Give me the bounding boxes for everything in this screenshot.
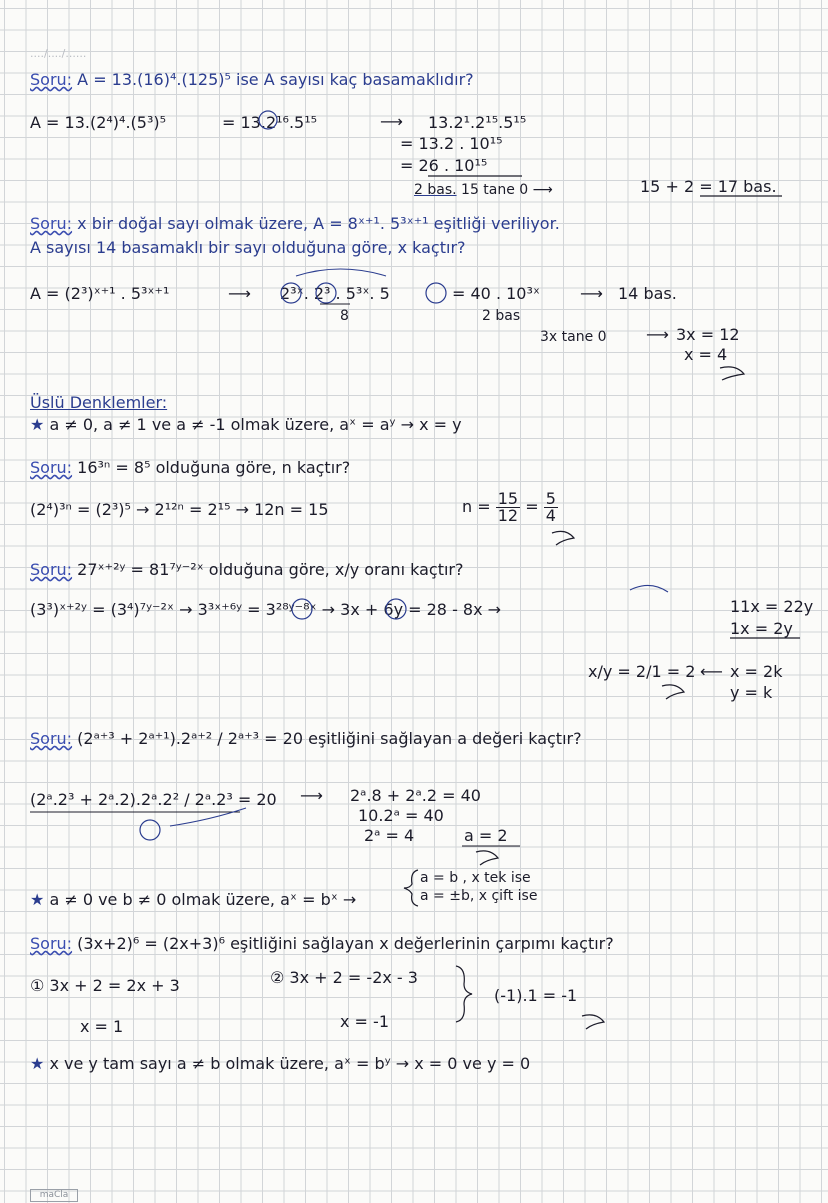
section2-case1: a = b , x tek ise: [420, 870, 531, 886]
q2-step1: A = (2³)ˣ⁺¹ . 5³ˣ⁺¹: [30, 284, 170, 303]
q6-x1: x = 1: [80, 1017, 124, 1036]
section3-rule: [30, 1054, 530, 1074]
q1-note-arrow-icon: ⟶: [532, 182, 553, 198]
notebook-logo: maCla: [30, 1189, 78, 1202]
q5-s1: 2ᵃ.8 + 2ᵃ.2 = 40: [350, 786, 481, 805]
q3-frac-den: 12: [497, 506, 519, 525]
q2-eq: 3x = 12: [676, 325, 740, 344]
q1-note-bas: 2 bas.: [414, 182, 457, 198]
q6-prod: (-1).1 = -1: [494, 986, 578, 1005]
q3-frac-num: 15: [497, 489, 519, 508]
q2-step2: 2³ˣ. 2³ . 5³ˣ. 5: [280, 284, 390, 303]
q4-r2: 1x = 2y: [730, 619, 793, 638]
q1-result: 15 + 2 = 17 bas.: [640, 177, 777, 196]
q2-note-bas: 14 bas.: [618, 284, 677, 303]
q4-label: Soru:: [30, 560, 73, 579]
section3-rule-text: x ve y tam sayı a ≠ b olmak üzere, aˣ = bʸ → x = 0 ve y = 0: [49, 1054, 531, 1073]
q5-arrow-icon: ⟶: [300, 786, 323, 805]
q1-label: Soru:: [30, 70, 73, 89]
q4-arrow-icon: ⟵: [700, 662, 723, 681]
q5-question-text: (2ᵃ⁺³ + 2ᵃ⁺¹).2ᵃ⁺² / 2ᵃ⁺³ = 20 eşitliğini sağlayan a değeri kaçtır?: [77, 729, 582, 748]
q2-question-text1: x bir doğal sayı olmak üzere, A = 8ˣ⁺¹. 5³ˣ⁺¹ eşitliği veriliyor.: [77, 214, 560, 233]
section2-case2: a = ±b, x çift ise: [420, 888, 538, 904]
q2-ans: x = 4: [684, 345, 728, 364]
q3-ans-num: 5: [545, 489, 556, 508]
q5-s2: 10.2ᵃ = 40: [358, 806, 444, 825]
q4-sub2: y = k: [730, 683, 773, 702]
q5-label: Soru:: [30, 729, 73, 748]
q3-step1: (2⁴)³ⁿ = (2³)⁵ → 2¹²ⁿ = 2¹⁵ → 12n = 15: [30, 500, 329, 519]
q6-question-text: (3x+2)⁶ = (2x+3)⁶ eşitliğini sağlayan x değerlerinin çarpımı kaçtır?: [77, 934, 614, 953]
star-icon: ★: [30, 415, 45, 434]
q3-label: Soru:: [30, 458, 73, 477]
q5-lhs: (2ᵃ.2³ + 2ᵃ.2).2ᵃ.2² / 2ᵃ.2³ = 20: [30, 790, 277, 809]
q2-step3: = 40 . 10³ˣ: [452, 284, 540, 303]
q1-step2: 13.2¹.2¹⁵.5¹⁵: [428, 113, 527, 132]
q2-under8: 8: [340, 308, 349, 324]
q3-ans-den: 4: [545, 506, 556, 525]
q1-step1: A = 13.(2⁴)⁴.(5³)⁵: [30, 113, 167, 132]
q2-zeros: 3x tane 0: [540, 329, 607, 345]
q1-question-text: A = 13.(16)⁴.(125)⁵ ise A sayısı kaç basamaklıdır?: [77, 70, 474, 89]
q4-sub1: x = 2k: [730, 662, 783, 681]
q6-c2: ② 3x + 2 = -2x - 3: [270, 968, 418, 987]
star-icon: ★: [30, 890, 45, 909]
date-field: ..../..../......: [30, 47, 87, 60]
q1-step3: = 13.2 . 10¹⁵: [400, 134, 503, 153]
section1-title: Üslü Denklemler:: [30, 393, 168, 412]
q3-n-lhs: n =: [462, 497, 491, 516]
q4-r1: 11x = 22y: [730, 597, 814, 616]
q1-note-zeros: 15 tane 0: [461, 182, 529, 198]
q2-arrow2-icon: ⟶: [580, 284, 603, 303]
q6-label: Soru:: [30, 934, 73, 953]
q2-under-2bas: 2 bas: [482, 308, 521, 324]
q2-arrow3-icon: ⟶: [646, 325, 669, 344]
star-icon: ★: [30, 1054, 45, 1073]
section1-rule-text: a ≠ 0, a ≠ 1 ve a ≠ -1 olmak üzere, aˣ = aʸ → x = y: [49, 415, 462, 434]
q3-eq: =: [525, 497, 539, 516]
q1-arrow-icon: ⟶: [380, 112, 403, 131]
q2-arrow-icon: ⟶: [228, 284, 251, 303]
q2-question-line2: A sayısı 14 basamaklı bir sayı olduğuna göre, x kaçtır?: [30, 238, 466, 257]
q1-step4: = 26 . 10¹⁵: [400, 156, 488, 175]
q1-step1b: = 13.2¹⁶.5¹⁵: [222, 113, 318, 132]
q2-label: Soru:: [30, 214, 73, 233]
q4-step1: (3³)ˣ⁺²ʸ = (3⁴)⁷ʸ⁻²ˣ → 3³ˣ⁺⁶ʸ = 3²⁸ʸ⁻⁸ˣ → 3x + 6y = 28 - 8x →: [30, 600, 502, 619]
q6-x2: x = -1: [340, 1012, 389, 1031]
q4-frac: x/y = 2/1 = 2: [588, 662, 696, 681]
q4-question-text: 27ˣ⁺²ʸ = 81⁷ʸ⁻²ˣ olduğuna göre, x/y oranı kaçtır?: [77, 560, 464, 579]
q5-ans: a = 2: [464, 826, 508, 845]
section2-rule-text: a ≠ 0 ve b ≠ 0 olmak üzere, aˣ = bˣ →: [49, 890, 357, 909]
q5-s3: 2ᵃ = 4: [364, 826, 415, 845]
q6-c1: ① 3x + 2 = 2x + 3: [30, 976, 180, 995]
q3-question-text: 16³ⁿ = 8⁵ olduğuna göre, n kaçtır?: [77, 458, 351, 477]
